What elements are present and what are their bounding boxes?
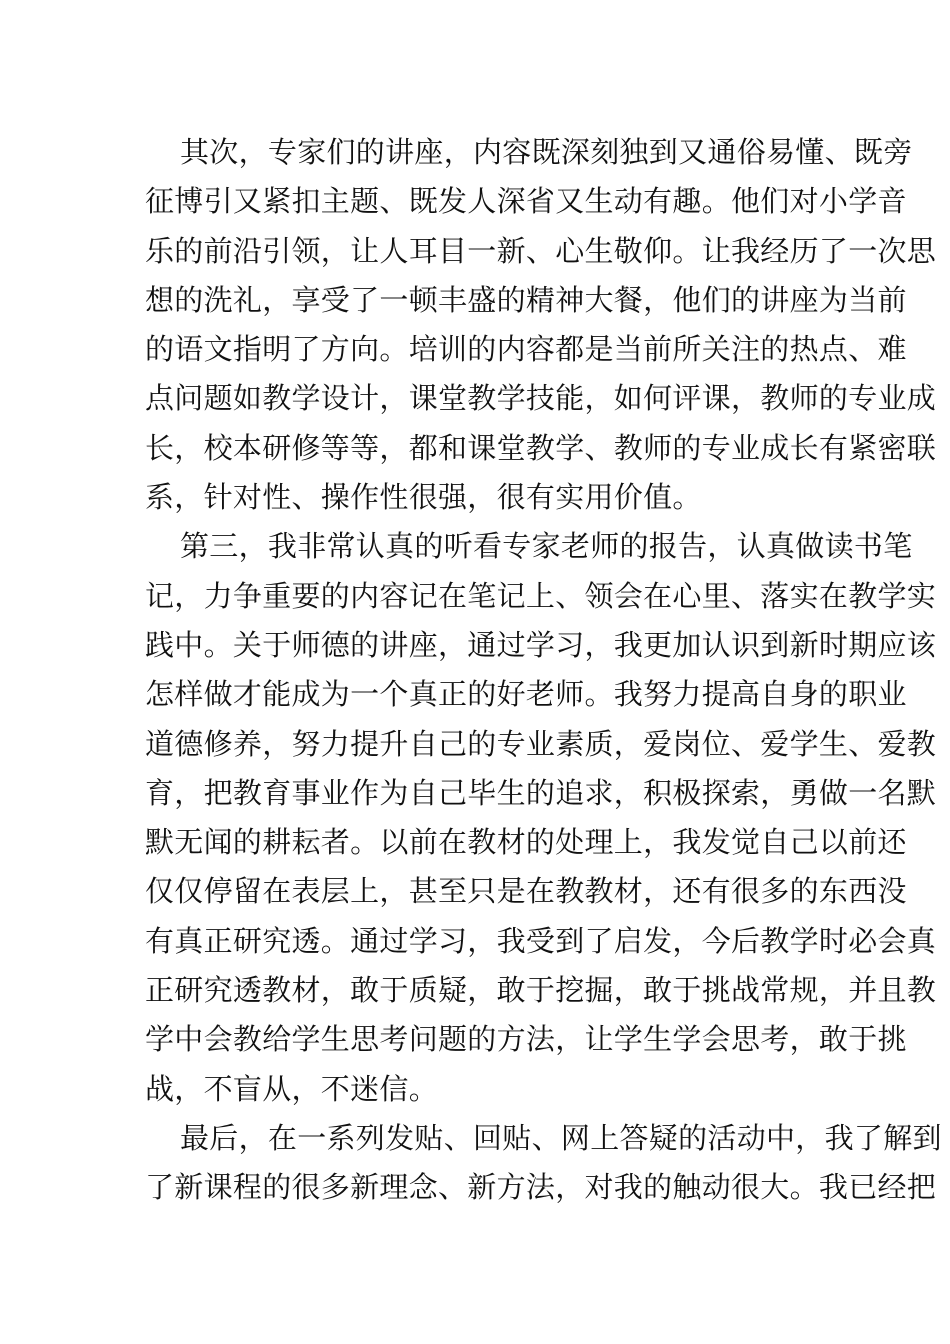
paragraph (145, 1114, 942, 1213)
text-line: 系，针对性、操作性很强，很有实用价值。 (145, 480, 702, 515)
text-line: 正研究透教材，敢于质疑，敢于挖掘，敢于挑战常规，并且教 (145, 973, 937, 1008)
text-line: 道德修养，努力提升自己的专业素质，爱岗位、爱学生、爱教 (145, 726, 937, 761)
text-line: 的语文指明了方向。培训的内容都是当前所关注的热点、难 (145, 332, 907, 367)
text-line: 点问题如教学设计，课堂教学技能，如何评课，教师的专业成 (145, 381, 937, 416)
text-line: 仅仅停留在表层上，甚至只是在教教材，还有很多的东西没 (145, 874, 907, 909)
text-line: 育，把教育事业作为自己毕生的追求，积极探索，勇做一名默 (145, 775, 937, 810)
text-line: 征博引又紧扣主题、既发人深省又生动有趣。他们对小学音 (145, 184, 907, 219)
paragraph (145, 522, 937, 1114)
text-line: 乐的前沿引领，让人耳目一新、心生敬仰。让我经历了一次思 (145, 233, 937, 268)
text-line: 记，力争重要的内容记在笔记上、领会在心里、落实在教学实 (145, 578, 937, 613)
text-line: 怎样做才能成为一个真正的好老师。我努力提高自身的职业 (145, 677, 907, 712)
text-line: 想的洗礼，享受了一顿丰盛的精神大餐，他们的讲座为当前 (145, 282, 907, 317)
text-line: 默无闻的耕耘者。以前在教材的处理上，我发觉自己以前还 (145, 825, 907, 860)
text-line: 践中。关于师德的讲座，通过学习，我更加认识到新时期应该 (145, 627, 937, 662)
text-line: 最后，在一系列发贴、回贴、网上答疑的活动中，我了解到 (180, 1120, 942, 1155)
body-text (145, 128, 942, 1213)
text-line: 长，校本研修等等，都和课堂教学、教师的专业成长有紧密联 (145, 430, 937, 465)
text-line: 其次，专家们的讲座，内容既深刻独到又通俗易懂、既旁 (180, 135, 913, 169)
text-line: 第三，我非常认真的听看专家老师的报告，认真做读书笔 (180, 529, 913, 564)
text-line: 战，不盲从，不迷信。 (145, 1071, 439, 1106)
paragraph (145, 128, 937, 522)
text-line: 有真正研究透。通过学习，我受到了启发，今后教学时必会真 (145, 923, 937, 958)
text-line: 了新课程的很多新理念、新方法，对我的触动很大。我已经把 (145, 1170, 937, 1205)
text-line: 学中会教给学生思考问题的方法，让学生学会思考，敢于挑 (145, 1022, 907, 1057)
